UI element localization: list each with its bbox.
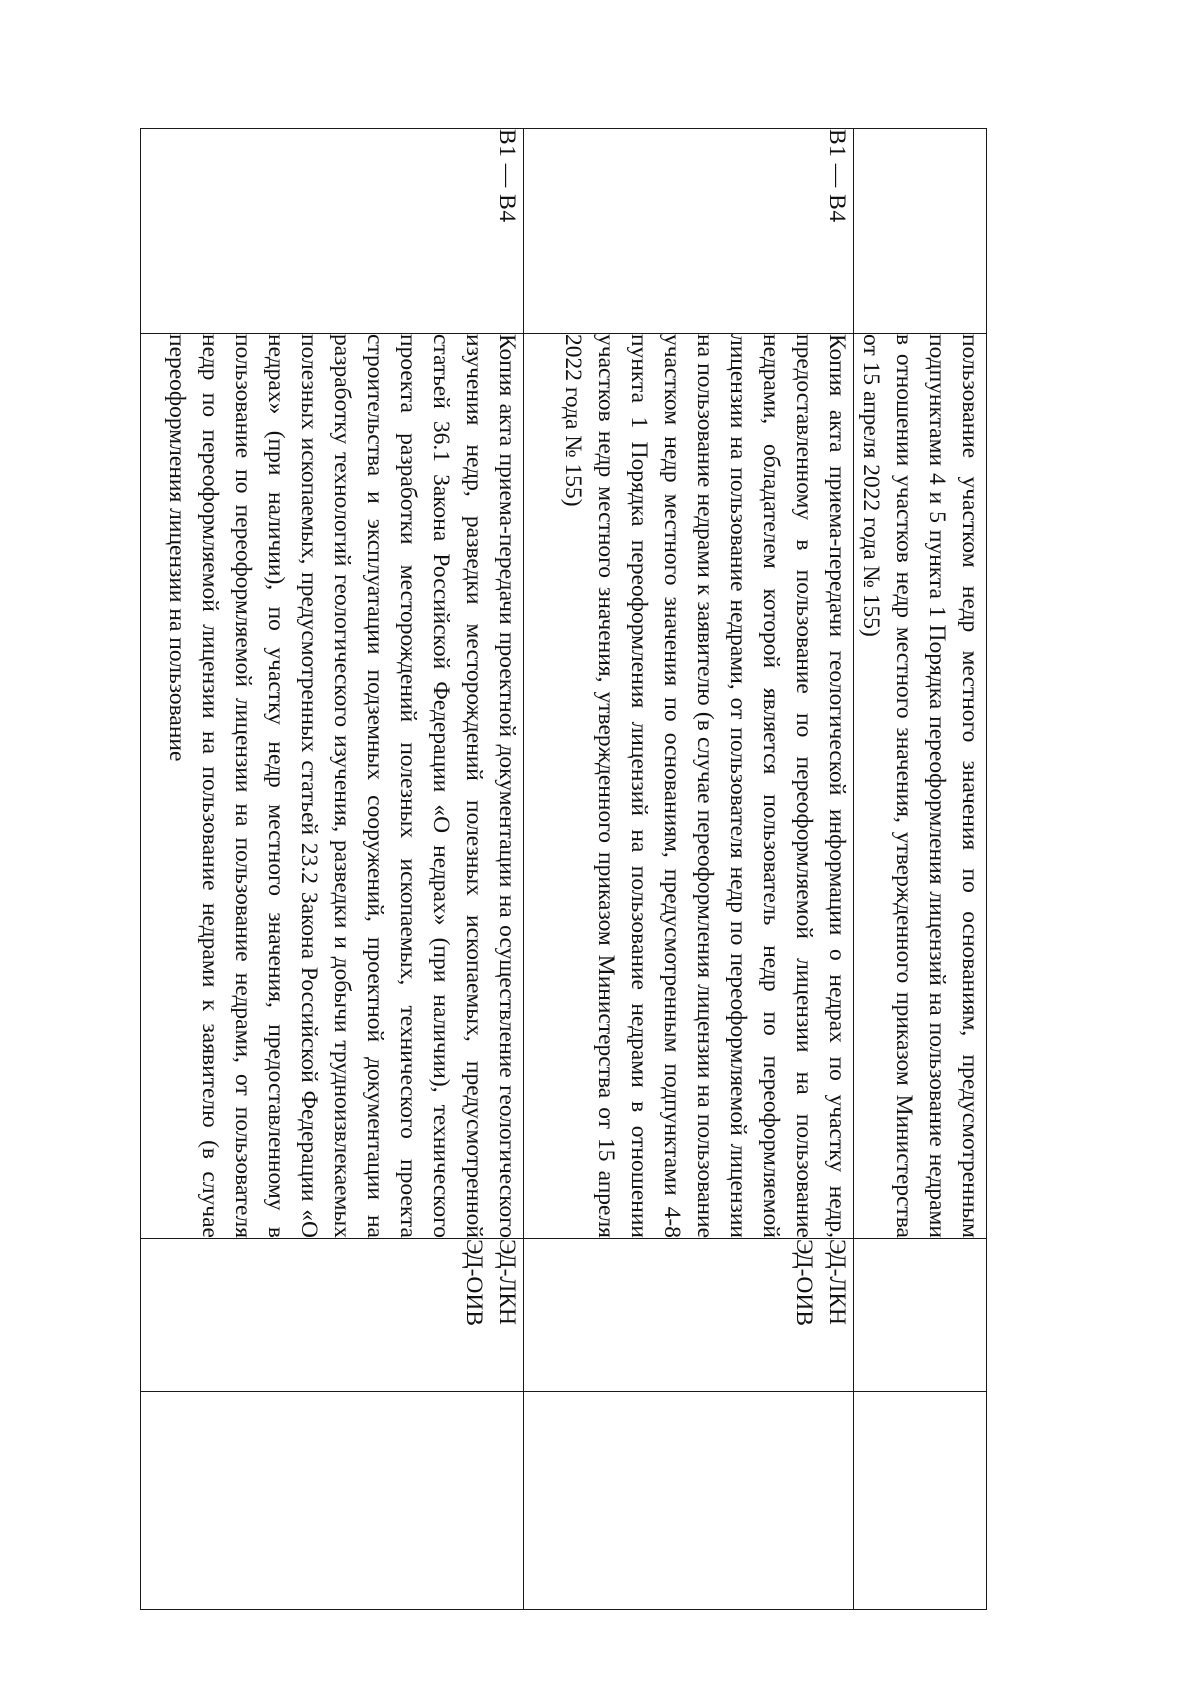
empty-cell	[524, 1392, 854, 1610]
document-description-cell	[854, 334, 987, 1239]
form-code: ЭД-ЛКН	[824, 1239, 850, 1325]
requirements-table	[140, 128, 987, 1610]
document-description: Копия акта приема-передачи проектной документации на осуществление геологического изучения недр, разведки месторождений полезных ископаемых, предусмотренной статьей 36.1 Закона Российской Федерации «О недрах» (при наличии), технического проекта разработки месторождений полезных ископаемых, технического проекта строительства и эксплуатации подземных сооружений, проектной документации на разработку технологий геологического изучения, разведки и добычи трудноизвлекаемых полезных ископаемых, предусмотренных статьей 23.2 Закона Российской Федерации «О недрах» (при наличии), по участку недр местного значения, предоставленному в пользование по переоформляемой лицензии на пользование недрами, от пользователя недр по переоформляемой лицензии на пользование недрами к заявителю (в случае переоформления лицензии на пользование	[164, 334, 520, 1238]
form-cell	[141, 1239, 524, 1392]
rotated-document-page	[162, 128, 987, 1610]
document-description-cell	[524, 334, 854, 1239]
form-code: ЭД-ОИВ	[791, 1239, 817, 1327]
table-row	[524, 129, 854, 1610]
form-code: ЭД-ОИВ	[461, 1239, 487, 1327]
code-cell	[524, 129, 854, 334]
code-text: В1 — В4	[494, 129, 520, 223]
document-description-cell	[141, 334, 524, 1239]
table-row	[141, 129, 524, 1610]
table-row	[854, 129, 987, 1610]
form-code: ЭД-ЛКН	[494, 1239, 520, 1325]
empty-cell	[854, 1392, 987, 1610]
form-cell	[524, 1239, 854, 1392]
empty-cell	[141, 1392, 524, 1610]
document-description: Копия акта приема-передачи геологической информации о недрах по участку недр, предоставленному в пользование по переоформляемой лицензии на пользование недрами, обладателем которой является пользователь недр по переоформляемой лицензии на пользование недрами, от пользователя недр по переоформляемой лицензии на пользование недрами к заявителю (в случае переоформления лицензии на пользование участком недр местного значения по основаниям, предусмотренным подпунктами 4-8 пункта 1 Порядка переоформления лицензий на пользование недрами в отношении участков недр местного значения, утвержденного приказом Министерства от 15 апреля 2022 года № 155)	[560, 334, 850, 1238]
form-cell	[854, 1239, 987, 1392]
code-cell	[141, 129, 524, 334]
document-description: пользование участком недр местного значения по основаниям, предусмотренным подпунктами 4 и 5 пункта 1 Порядка переоформления лицензий на пользование недрами в отношении участков недр местного значения, утвержденного приказом Министерства от 15 апреля 2022 года № 155)	[858, 334, 983, 1238]
code-text: В1 — В4	[824, 129, 850, 223]
code-cell	[854, 129, 987, 334]
